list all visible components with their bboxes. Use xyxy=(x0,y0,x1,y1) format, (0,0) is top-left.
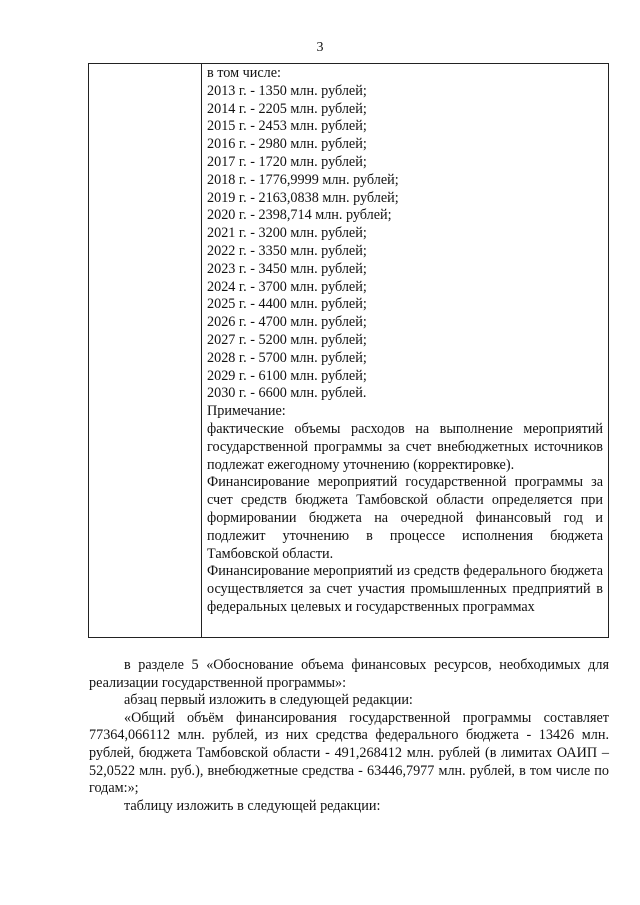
year-item: 2020 г. - 2398,714 млн. рублей; xyxy=(207,207,392,224)
body-paragraph: «Общий объём финансирования государственной программы составляет 77364,066112 млн. рублей, из них средства федерального бюджета - 13426 млн. рублей, бюджета Тамбовской области - 491,268412 млн. рублей (в лимитах ОАИП – 52,0522 млн. руб.), внебюджетные средства - 63446,7977 млн. рублей, в том числе по годам:»; xyxy=(89,709,609,797)
body-paragraph: таблицу изложить в следующей редакции: xyxy=(124,797,381,814)
note-title: Примечание: xyxy=(207,403,286,420)
year-item: 2018 г. - 1776,9999 млн. рублей; xyxy=(207,171,399,188)
body-paragraph: абзац первый изложить в следующей редакции: xyxy=(124,692,413,709)
year-item: 2027 г. - 5200 млн. рублей; xyxy=(207,331,367,348)
year-item: 2026 г. - 4700 млн. рублей; xyxy=(207,314,367,331)
year-item: 2021 г. - 3200 млн. рублей; xyxy=(207,225,367,242)
note-paragraph: фактические объемы расходов на выполнение мероприятий государственной программы за счет внебюджетных источников подлежат ежегодному уточнению (корректировке). xyxy=(207,420,603,473)
year-item: 2019 г. - 2163,0838 млн. рублей; xyxy=(207,189,399,206)
table-lead: в том числе: xyxy=(207,65,281,81)
year-item: 2024 г. - 3700 млн. рублей; xyxy=(207,278,367,295)
body-paragraph: в разделе 5 «Обоснование объема финансовых ресурсов, необходимых для реализации государственной программы»: xyxy=(89,657,609,691)
note-paragraph: Финансирование мероприятий из средств федерального бюджета осуществляется за счет участия промышленных предприятий в федеральных целевых и государственных программах xyxy=(207,563,603,615)
year-item: 2022 г. - 3350 млн. рублей; xyxy=(207,242,367,259)
financing-table xyxy=(88,63,609,638)
year-item: 2028 г. - 5700 млн. рублей; xyxy=(207,349,367,366)
table-left-column xyxy=(89,64,202,637)
year-item: 2025 г. - 4400 млн. рублей; xyxy=(207,296,367,313)
year-item: 2023 г. - 3450 млн. рублей; xyxy=(207,260,367,277)
table-right-column xyxy=(202,64,608,617)
document-body xyxy=(89,657,609,815)
year-item: 2013 г. - 1350 млн. рублей; xyxy=(207,82,367,99)
year-item: 2014 г. - 2205 млн. рублей; xyxy=(207,100,367,117)
page-number: 3 xyxy=(316,40,324,55)
year-item: 2030 г. - 6600 млн. рублей. xyxy=(207,385,367,402)
year-item: 2017 г. - 1720 млн. рублей; xyxy=(207,153,367,170)
note-paragraph: Финансирование мероприятий государственной программы за счет средств бюджета Тамбовской области определяется при формировании бюджета на очередной финансовый год и подлежит уточнению в процессе исполнения бюджета Тамбовской области. xyxy=(207,474,603,562)
year-item: 2029 г. - 6100 млн. рублей; xyxy=(207,367,367,384)
year-item: 2016 г. - 2980 млн. рублей; xyxy=(207,136,367,153)
year-item: 2015 г. - 2453 млн. рублей; xyxy=(207,118,367,135)
